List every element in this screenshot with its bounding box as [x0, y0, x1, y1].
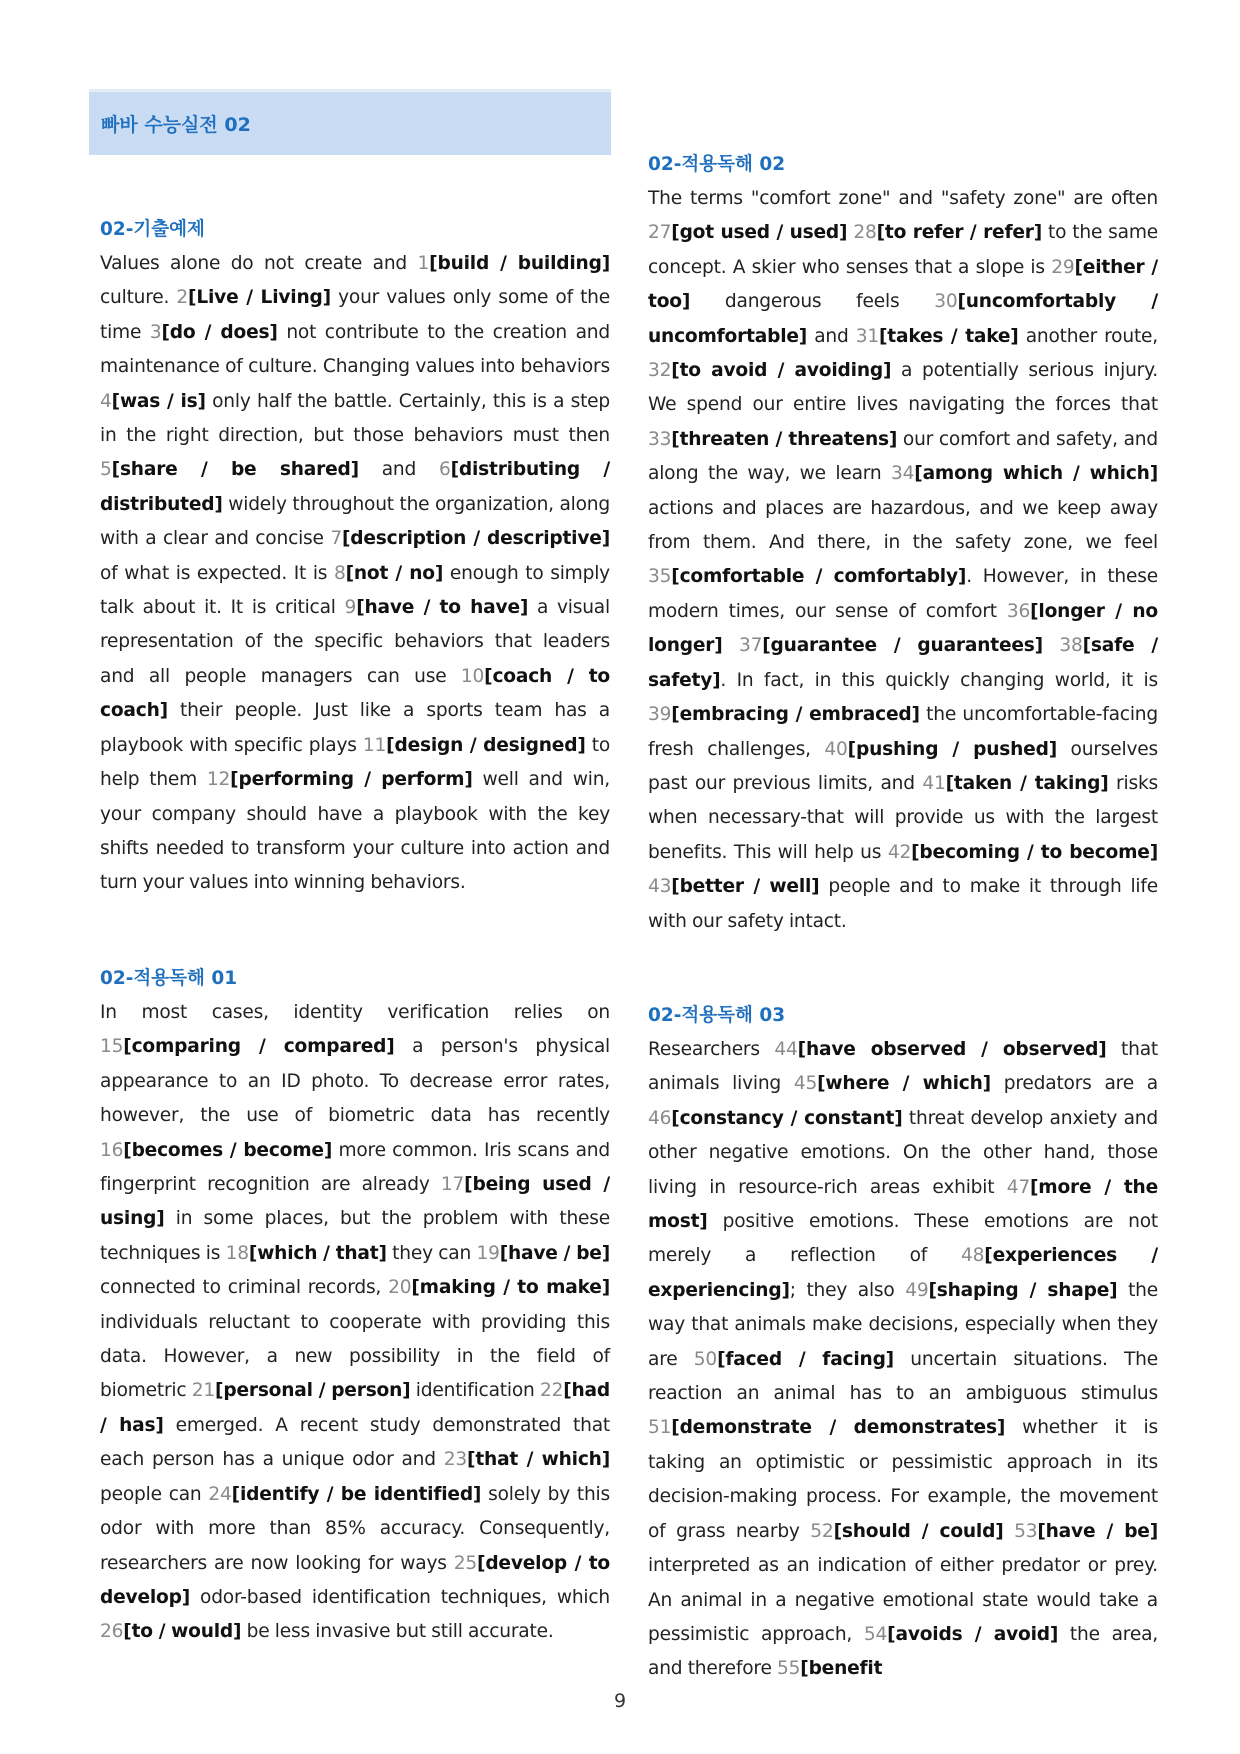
answer-choice: [was / is] [111, 390, 206, 412]
passage-segment: solely by this odor with more than 85% accuracy. Consequently, researchers are now looking for ways [100, 1483, 611, 1574]
answer-choice: [should / could] [833, 1520, 1004, 1542]
section-jeokyong-01 [100, 962, 610, 1650]
question-number: 35 [648, 566, 672, 588]
question-number: 16 [100, 1139, 124, 1161]
answer-choice: [to avoid / avoiding] [671, 360, 892, 382]
question-number: 20 [388, 1277, 412, 1299]
question-number: 6 [438, 459, 451, 481]
answer-choice: [have observed / observed] [797, 1039, 1107, 1060]
answer-choice: [comparing / compared] [123, 1036, 395, 1058]
answer-choice: [avoids / avoid] [887, 1623, 1059, 1645]
passage-segment: a person's physical appearance to an ID photo. To decrease error rates, however, the use of biometric data has recently [100, 1036, 610, 1127]
passage-segment: actions and places are hazardous, and we keep away from them. And there, in the safety zone, we feel [648, 497, 1158, 554]
page-number: 9 [613, 1690, 627, 1712]
passage-segment: enough to simply talk about it. It is critical [100, 562, 610, 619]
answer-choice: [faced / facing] [717, 1348, 894, 1370]
section-title: 02-적용독해 03 [648, 1005, 786, 1026]
answer-choice: [pushing / pushed] [847, 738, 1058, 760]
question-number: 9 [344, 597, 357, 619]
passage-segment [723, 635, 739, 656]
passage-segment: culture. [100, 287, 177, 309]
answer-choice: [have / be] [499, 1242, 611, 1264]
question-number: 42 [887, 841, 912, 863]
passage-segment: connected to criminal records, [100, 1277, 389, 1299]
question-number: 17 [440, 1174, 465, 1196]
question-number: 31 [855, 325, 879, 347]
passage-segment: be less invasive but still accurate. [241, 1621, 554, 1643]
answer-choice: [distributing / distributed] [100, 459, 610, 515]
passage-segment: dangerous feels [690, 291, 935, 313]
question-number: 40 [824, 738, 848, 760]
question-number: 18 [225, 1242, 249, 1264]
passage-text [648, 1033, 1158, 1687]
question-number: 12 [206, 769, 231, 791]
passage-segment: a visual representation of the specific behaviors that leaders and all people managers can use [100, 597, 610, 687]
answer-choice: [constancy / constant] [671, 1107, 903, 1129]
question-number: 26 [100, 1621, 124, 1643]
answer-choice: [which / that] [248, 1242, 387, 1264]
answer-choice: [description / descriptive] [341, 528, 610, 550]
section-title: 02-적용독해 01 [100, 968, 238, 989]
question-number: 23 [443, 1449, 468, 1471]
answer-choice: [making / to make] [411, 1277, 610, 1299]
answer-choice: [have / be] [1037, 1520, 1159, 1542]
question-number: 30 [934, 291, 958, 313]
passage-segment: emerged. A recent study demonstrated that each person has a unique odor and [100, 1414, 611, 1471]
answer-choice: [shaping / shape] [928, 1279, 1118, 1301]
passage-segment: they can [386, 1242, 477, 1264]
passage-segment: ; they also [789, 1279, 906, 1301]
question-number: 3 [149, 321, 162, 343]
answer-choice: [performing / perform] [230, 769, 473, 791]
answer-choice: [threaten / threatens] [671, 428, 898, 450]
question-number: 7 [330, 528, 342, 550]
answer-choice: [better / well] [671, 876, 820, 898]
question-number: 15 [100, 1036, 124, 1058]
passage-segment: In most cases, identity verification relies on [100, 1002, 610, 1023]
answer-choice: [guarantee / guarantees] [762, 635, 1043, 657]
answer-choice: [personal / person] [215, 1380, 411, 1402]
passage-segment: Researchers [648, 1039, 775, 1060]
passage-segment: your values only some of the time [100, 287, 610, 343]
passage-segment: in some places, but the problem with these techniques is [100, 1208, 610, 1264]
passage-segment: their people. Just like a sports team has a playbook with specific plays [100, 700, 610, 756]
question-number: 39 [648, 704, 672, 726]
answer-choice: [had / has] [100, 1380, 610, 1436]
section-gichul [100, 213, 610, 901]
answer-choice: [comfortable / comfortably] [671, 566, 967, 588]
header-banner [89, 89, 611, 155]
passage-segment: identification [410, 1380, 540, 1402]
question-number: 48 [961, 1245, 985, 1267]
answer-choice: [demonstrate / demonstrates] [671, 1417, 1006, 1439]
question-number: 45 [793, 1073, 818, 1095]
passage-segment: odor-based identification techniques, which [190, 1586, 610, 1608]
question-number: 1 [417, 253, 430, 274]
question-number: 32 [648, 360, 672, 382]
passage-segment: whether it is taking an optimistic or pessimistic approach in its decision-making process. For example, the movement of grass nearby [648, 1417, 1158, 1542]
passage-segment: the uncomfortable-facing fresh challenges, [648, 704, 1158, 760]
answer-choice: [either / too] [648, 256, 1158, 313]
passage-segment: widely throughout the organization, along with a clear and concise [100, 493, 610, 550]
answer-choice: [benefit [800, 1658, 883, 1680]
question-number: 44 [774, 1039, 798, 1060]
passage-segment: to the same concept. A skier who senses that a slope is [648, 222, 1159, 278]
question-number: 53 [1014, 1520, 1038, 1542]
question-number: 24 [208, 1483, 232, 1505]
passage-segment: not contribute to the creation and maintenance of culture. Changing values into behaviors [100, 321, 610, 378]
answer-choice: [being used / using] [100, 1174, 610, 1230]
answer-choice: [to refer / refer] [876, 222, 1043, 244]
passage-segment: to help them [100, 734, 611, 791]
passage-segment: . In fact, in this quickly changing world, it is [720, 669, 1158, 691]
question-number: 36 [1006, 600, 1031, 622]
passage-segment: more common. Iris scans and fingerprint recognition are already [100, 1139, 610, 1196]
question-number: 38 [1059, 635, 1083, 657]
passage-segment: another route, [1018, 325, 1158, 347]
passage-segment: threat develop anxiety and other negative emotions. On the other hand, those living in resource-rich areas exhibit [648, 1107, 1158, 1198]
passage-segment: our comfort and safety, and along the way, we learn [648, 428, 1158, 485]
answer-choice: [more / the most] [648, 1176, 1159, 1233]
passage-segment: the area, and therefore [648, 1623, 1158, 1680]
question-number: 51 [648, 1417, 672, 1439]
answer-choice: [design / designed] [386, 734, 586, 756]
answer-choice: [experiences / experiencing] [648, 1245, 1158, 1301]
answer-choice: [Live / Living] [188, 287, 331, 309]
answer-choice: [uncomfortably / uncomfortable] [648, 291, 1158, 347]
section-jeokyong-03 [648, 999, 1158, 1687]
question-number: 41 [922, 772, 946, 794]
passage-segment: well and win, your company should have a playbook with the key shifts needed to transform your culture into action and turn your values into winning behaviors. [100, 769, 610, 894]
question-number: 25 [453, 1552, 478, 1574]
answer-choice: [got used / used] [671, 222, 848, 244]
passage-segment: only half the battle. Certainly, this is a step in the right direction, but those behaviors must then [100, 390, 610, 447]
passage-segment: positive emotions. These emotions are not merely a reflection of [648, 1211, 1158, 1267]
question-number: 5 [100, 459, 112, 481]
question-number: 34 [891, 463, 915, 485]
section-jeokyong-02 [648, 148, 1158, 939]
passage-segment: the way that animals make decisions, especially when they are [648, 1279, 1158, 1370]
question-number: 21 [191, 1380, 216, 1402]
header-title: 빠바 수능실전 02 [101, 114, 251, 136]
question-number: 28 [853, 222, 877, 244]
passage-segment [1004, 1521, 1015, 1542]
question-number: 43 [648, 876, 672, 898]
answer-choice: [coach / to coach] [100, 665, 610, 722]
passage-segment: of what is expected. It is [100, 562, 334, 584]
question-number: 47 [1006, 1176, 1030, 1198]
passage-segment: people and to make it through life with our safety intact. [648, 876, 1158, 932]
passage-text [648, 182, 1158, 939]
passage-segment: and [807, 325, 856, 347]
answer-choice: [safe / safety] [648, 635, 1158, 691]
passage-segment: that animals living [648, 1039, 1158, 1095]
question-number: 4 [100, 390, 112, 412]
answer-choice: [not / no] [345, 562, 444, 584]
question-number: 55 [777, 1658, 801, 1680]
passage-segment: a potentially serious injury. We spend our entire lives navigating the forces that [648, 360, 1158, 416]
answer-choice: [embracing / embraced] [671, 704, 920, 726]
passage-segment: uncertain situations. The reaction an animal has to an ambiguous stimulus [648, 1348, 1158, 1405]
question-number: 29 [1051, 256, 1075, 278]
passage-segment [1043, 635, 1059, 656]
answer-choice: [that / which] [467, 1449, 610, 1471]
question-number: 8 [333, 562, 346, 584]
answer-choice: [where / which] [817, 1073, 991, 1095]
section-title: 02-기출예제 [100, 219, 205, 240]
passage-segment: . However, in these modern times, our sense of comfort [648, 566, 1158, 622]
answer-choice: [have / to have] [356, 597, 529, 619]
question-number: 10 [460, 665, 485, 687]
question-number: 52 [810, 1520, 834, 1542]
answer-choice: [among which / which] [914, 463, 1158, 485]
answer-choice: [do / does] [161, 321, 278, 343]
passage-segment: and [358, 459, 439, 481]
answer-choice: [develop / to develop] [100, 1552, 611, 1608]
passage-segment: people can [100, 1483, 209, 1505]
question-number: 50 [693, 1348, 718, 1370]
answer-choice: [build / building] [429, 253, 611, 274]
question-number: 11 [362, 734, 387, 756]
answer-choice: [identify / be identified] [231, 1483, 482, 1505]
passage-text [100, 247, 610, 901]
answer-choice: [becoming / to become] [911, 841, 1158, 863]
question-number: 2 [176, 287, 189, 309]
question-number: 33 [648, 428, 672, 450]
question-number: 27 [648, 222, 672, 244]
passage-segment: ourselves past our previous limits, and [648, 738, 1158, 794]
question-number: 37 [738, 635, 763, 657]
passage-segment: Values alone do not create and [100, 253, 418, 274]
passage-text [100, 996, 610, 1650]
question-number: 19 [476, 1242, 500, 1264]
answer-choice: [to / would] [123, 1621, 242, 1643]
answer-choice: [becomes / become] [123, 1139, 333, 1161]
question-number: 46 [648, 1107, 672, 1129]
question-number: 22 [539, 1380, 564, 1402]
passage-segment: risks when necessary-that will provide us with the largest benefits. This will help us [648, 772, 1159, 863]
passage-segment: The terms "comfort zone" and "safety zone" are often [648, 188, 1158, 209]
passage-segment: predators are a [990, 1073, 1158, 1095]
answer-choice: [share / be shared] [111, 459, 359, 481]
answer-choice: [longer / no longer] [648, 600, 1158, 657]
answer-choice: [takes / take] [878, 325, 1019, 347]
passage-segment: individuals reluctant to cooperate with providing this data. However, a new possibility in the field of biometric [100, 1311, 610, 1402]
answer-choice: [taken / taking] [945, 772, 1109, 794]
question-number: 49 [905, 1279, 929, 1301]
question-number: 54 [863, 1623, 888, 1645]
passage-segment: interpreted as an indication of either predator or prey. An animal in a negative emotional state would take a pessimistic approach, [648, 1555, 1158, 1645]
section-title: 02-적용독해 02 [648, 154, 786, 175]
